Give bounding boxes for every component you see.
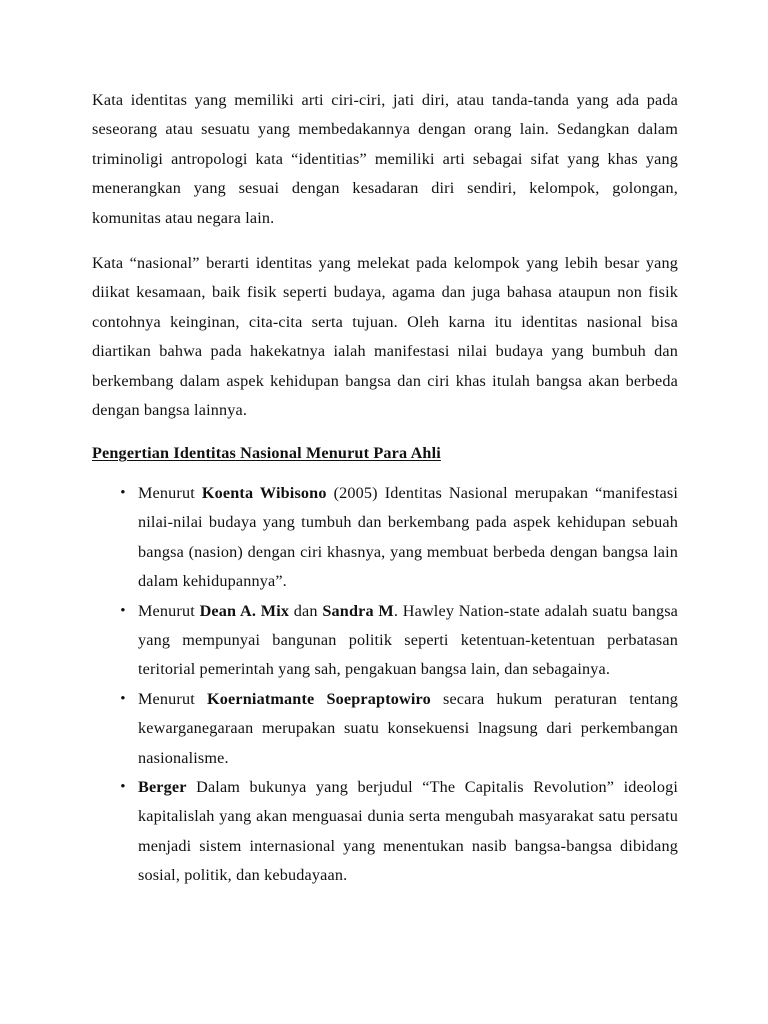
paragraph-1: Kata identitas yang memiliki arti ciri-ciri, jati diri, atau tanda-tanda yang ada pada seseorang atau sesuatu yang membedakannya dengan orang lain. Sedangkan dalam triminoligi antropologi kata “identitias” memiliki arti sebagai sifat yang khas yang menerangkan yang sesuai dengan kesadaran diri sendiri, kelompok, golongan, komunitas atau negara lain. <box>92 91 678 227</box>
list-item-text: Menurut Koerniatmante Soepraptowiro secara hukum peraturan tentang kewarganegaraan merupakan suatu konsekuensi lnagsung dari perkembangan nasionalisme. <box>138 689 678 767</box>
list-item-koenta-wibisono <box>92 479 678 597</box>
paragraph-2: Kata “nasional” berarti identitas yang melekat pada kelompok yang lebih besar yang diikat kesamaan, baik fisik seperti budaya, agama dan juga bahasa ataupun non fisik contohnya keinginan, cita-cita serta tujuan. Oleh karna itu identitas nasional bisa diartikan bahwa pada hakekatnya ialah manifestasi nilai budaya yang bumbuh dan berkembang dalam aspek kehidupan bangsa dan ciri khas itulah bangsa akan berbeda dengan bangsa lainnya. <box>92 254 678 420</box>
bullet-icon: • <box>120 602 126 619</box>
list-item-text: Menurut Koenta Wibisono (2005) Identitas Nasional merupakan “manifestasi nilai-nilai budaya yang tumbuh dan berkembang pada aspek kehidupan sebuah bangsa (nasion) dengan ciri khasnya, yang membuat berbeda dengan bangsa lain dalam kehidupannya”. <box>138 483 678 591</box>
bullet-icon: • <box>120 484 126 501</box>
bullet-icon: • <box>120 778 126 795</box>
list-item-text: Menurut Dean A. Mix dan Sandra M. Hawley Nation-state adalah suatu bangsa yang mempunyai bangunan politik seperti ketentuan-ketentuan perbatasan teritorial pemerintah yang sah, pengakuan bangsa lain, dan sebagainya. <box>138 601 679 679</box>
section-heading-pengertian: Pengertian Identitas Nasional Menurut Para Ahli <box>92 444 441 463</box>
list-item-dean-mix-sandra-hawley <box>92 597 678 685</box>
list-item-text: Berger Dalam bukunya yang berjudul “The Capitalis Revolution” ideologi kapitalislah yang akan menguasai dunia serta mengubah masyarakat satu persatu menjadi sistem internasional yang menentukan nasib bangsa-bangsa dibidang sosial, politik, dan kebudayaan. <box>138 777 678 885</box>
list-item-koerniatmante-soepraptowiro <box>92 685 678 773</box>
bullet-icon: • <box>120 690 126 707</box>
expert-definitions-list <box>92 479 678 891</box>
document-body <box>92 86 678 892</box>
list-item-berger <box>92 773 678 891</box>
page-tail-spacer <box>92 891 678 892</box>
